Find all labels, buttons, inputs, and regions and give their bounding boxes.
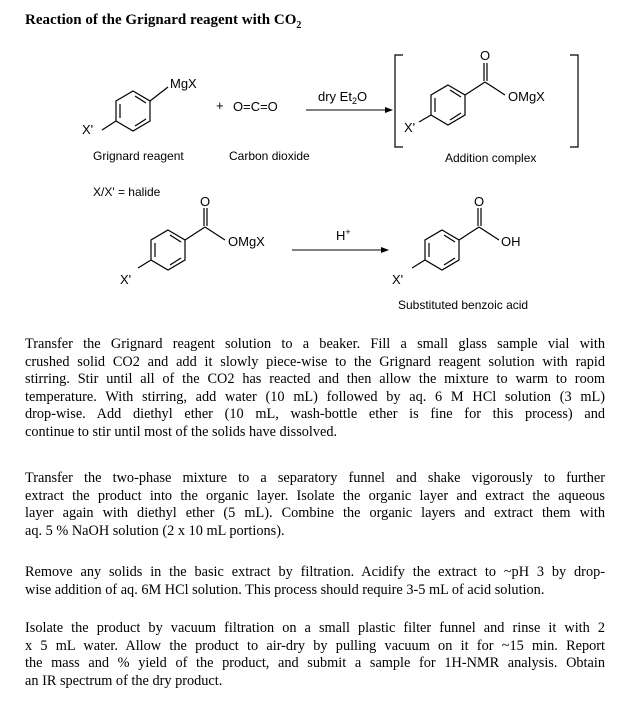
acid-xprime-label: X'	[392, 272, 404, 287]
complex-omgx-label: OMgX	[508, 89, 545, 104]
p1-line-2: crushed solid CO2 and add it slowly piece-wise to the Grignard reagent solution with rapid	[25, 353, 605, 370]
paragraph-4	[25, 620, 605, 690]
reaction-scheme	[0, 0, 644, 330]
p1-line-3: stirring. Stir until all of the CO2 has reacted and then allow the mixture to warm to room	[25, 371, 605, 388]
p2-line-1: Transfer the two-phase mixture to a separatory funnel and shake vigorously to further	[25, 470, 605, 486]
acid-reagent-label: H+	[336, 227, 351, 243]
p4-line-1: Isolate the product by vacuum filtration on a small plastic filter funnel and rinse it with 2	[25, 620, 605, 636]
co2-label: Carbon dioxide	[229, 149, 310, 163]
p3-line-2: wise addition of aq. 6M HCl solution. This process should require 3-5 mL of acid solution.	[25, 581, 545, 598]
p1-line-5: drop-wise. Add diethyl ether (10 mL, wash-bottle ether is fine for this process) and	[25, 406, 605, 423]
grignard-reagent-structure	[102, 87, 168, 131]
complex-oxygen-label: O	[480, 48, 491, 63]
paragraph-1	[25, 336, 605, 442]
title-text: Reaction of the Grignard reagent with CO	[25, 12, 297, 28]
grignard-label: Grignard reagent	[93, 149, 184, 163]
p1-line-1: Transfer the Grignard reagent solution to a beaker. Fill a small glass sample vial with	[25, 336, 605, 352]
acid-oxygen-label: O	[474, 194, 485, 209]
acid-label: Substituted benzoic acid	[398, 298, 529, 312]
p1-line-4: temperature. With stirring, add water (10 mL) followed by aq. 6 M HCl solution (3 mL)	[25, 388, 605, 405]
co2-formula: O=C=O	[233, 99, 278, 114]
row2-omgx-label: OMgX	[228, 234, 265, 249]
complex-structure-row2	[138, 208, 225, 270]
grignard-mgx-label: MgX	[170, 76, 197, 91]
p2-line-4: aq. 5 % NaOH solution (2 x 10 mL portions).	[25, 522, 285, 539]
p4-line-4: an IR spectrum of the dry product.	[25, 672, 223, 689]
benzoic-acid-structure	[412, 208, 499, 270]
halide-label: X/X' = halide	[93, 185, 161, 199]
reagent-label: dry $Et_2O$	[318, 89, 368, 106]
row2-xprime-label: X'	[120, 272, 132, 287]
complex-xprime-label: X'	[404, 120, 416, 135]
p2-line-2: extract the product into the organic layer. Isolate the organic layer and extract the aqueous	[25, 487, 605, 504]
p1-line-6: continue to stir until most of the solids have dissolved.	[25, 423, 338, 440]
title-subscript: 2	[296, 20, 302, 31]
acid-oh-label: OH	[501, 234, 521, 249]
p4-line-2: x 5 mL water. Allow the product to air-dry by pulling vacuum on it for ~15 min. Report	[25, 637, 605, 654]
grignard-xprime-label: X'	[82, 122, 94, 137]
addition-complex-structure	[395, 55, 578, 147]
paragraph-3	[25, 564, 605, 599]
paragraph-2	[25, 470, 605, 540]
p2-line-3: layer again with diethyl ether (5 mL). Combine the organic layers and extract them with	[25, 505, 605, 522]
p3-line-1: Remove any solids in the basic extract by filtration. Acidify the extract to ~pH 3 by drop-	[25, 564, 605, 580]
p4-line-3: the mass and % yield of the product, and submit a sample for 1H-NMR analysis. Obtain	[25, 655, 605, 672]
row2-oxygen-label: O	[200, 194, 211, 209]
plus-sign: +	[216, 98, 224, 113]
complex-label: Addition complex	[445, 151, 537, 165]
